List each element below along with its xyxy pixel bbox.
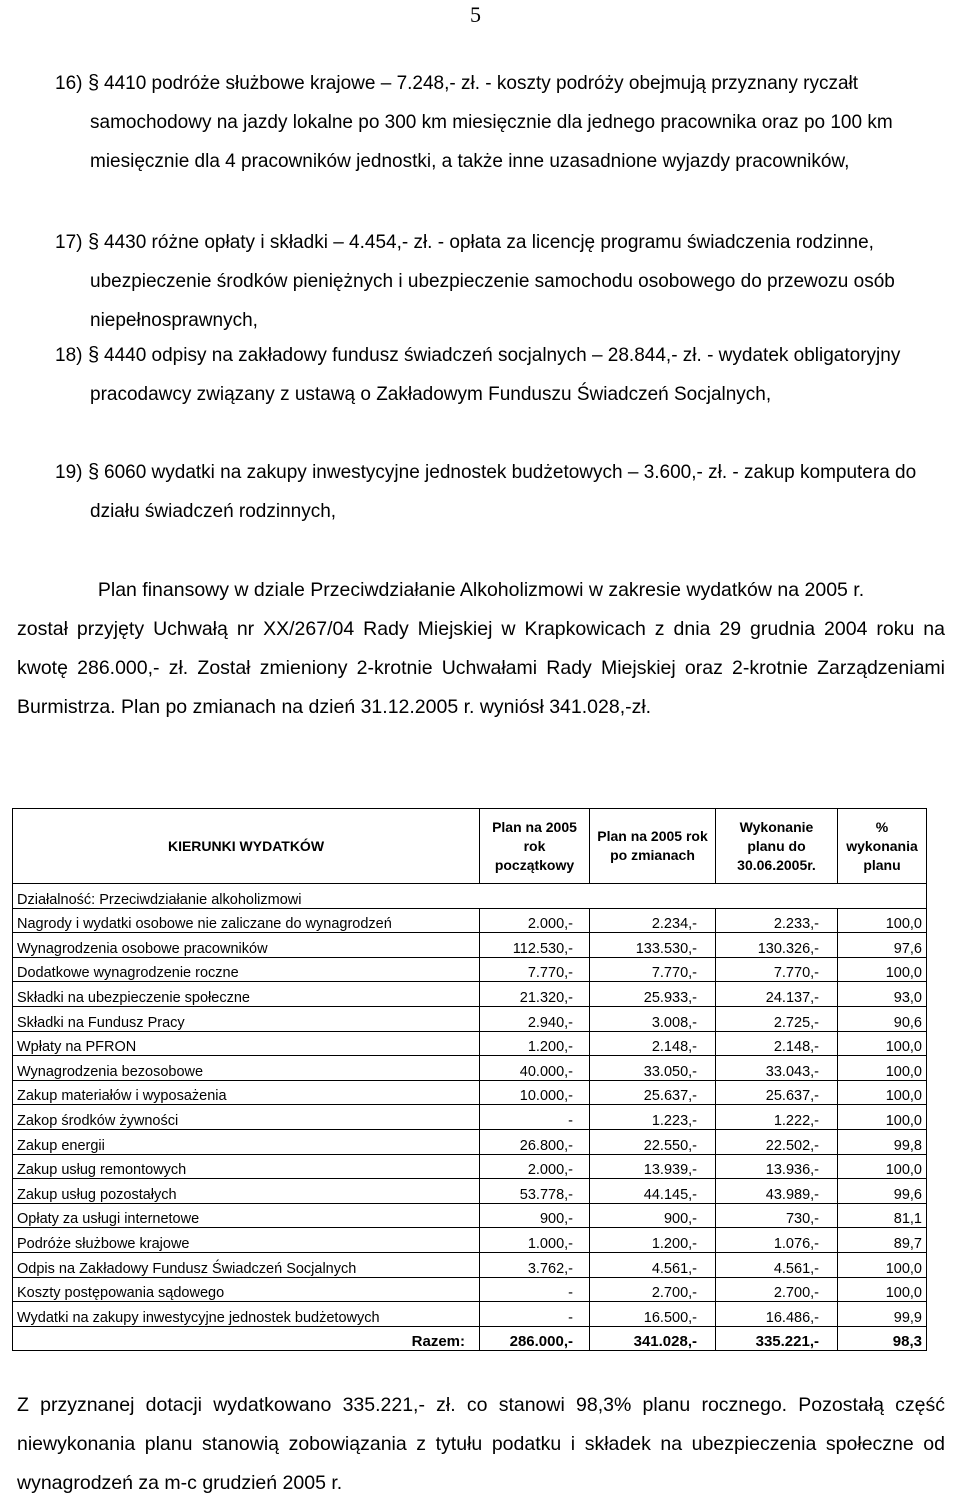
row-plan-changed: 2.234,- xyxy=(590,908,716,933)
item-text xyxy=(90,223,945,340)
row-percent: 100,0 xyxy=(838,1277,927,1302)
row-plan-changed: 16.500,- xyxy=(590,1302,716,1327)
item-text xyxy=(90,64,945,181)
row-plan-initial: 2.000,- xyxy=(480,1154,590,1179)
row-label: Nagrody i wydatki osobowe nie zaliczane do wynagrodzeń xyxy=(13,908,480,933)
row-plan-initial: 21.320,- xyxy=(480,982,590,1007)
table-row xyxy=(13,1154,927,1179)
row-plan-changed: 2.700,- xyxy=(590,1277,716,1302)
row-label: Zakup materiałów i wyposażenia xyxy=(13,1080,480,1105)
table-row xyxy=(13,982,927,1007)
table-row xyxy=(13,1105,927,1130)
item-text xyxy=(90,336,945,414)
table-row xyxy=(13,1056,927,1081)
expenses-table xyxy=(12,808,927,1351)
table-row xyxy=(13,1302,927,1327)
row-execution: 2.700,- xyxy=(716,1277,838,1302)
row-plan-changed: 7.770,- xyxy=(590,957,716,982)
row-percent: 90,6 xyxy=(838,1006,927,1031)
row-label: Odpis na Zakładowy Fundusz Świadczeń Socjalnych xyxy=(13,1252,480,1277)
row-label: Wydatki na zakupy inwestycyjne jednostek budżetowych xyxy=(13,1302,480,1327)
table-row xyxy=(13,1179,927,1204)
total-plan-changed: 341.028,- xyxy=(590,1326,716,1351)
item-lead: 4440 odpisy na zakładowy fundusz świadczeń socjalnych – 28.844,- zł. xyxy=(104,345,702,366)
table-row xyxy=(13,1031,927,1056)
row-execution: 43.989,- xyxy=(716,1179,838,1204)
row-percent: 99,9 xyxy=(838,1302,927,1327)
row-execution: 22.502,- xyxy=(716,1129,838,1154)
row-plan-initial: 53.778,- xyxy=(480,1179,590,1204)
row-percent: 100,0 xyxy=(838,1252,927,1277)
row-percent: 100,0 xyxy=(838,1031,927,1056)
row-percent: 100,0 xyxy=(838,957,927,982)
row-plan-initial: - xyxy=(480,1277,590,1302)
row-plan-changed: 22.550,- xyxy=(590,1129,716,1154)
item-description: - wydatek obligatoryjny pracodawcy związany z ustawą o Zakładowym Funduszu Świadczeń Socjalnych, xyxy=(90,345,901,405)
item-number: 19) xyxy=(55,462,83,483)
row-plan-changed: 133.530,- xyxy=(590,933,716,958)
item-lead: 4410 podróże służbowe krajowe – 7.248,- zł. xyxy=(104,73,481,94)
row-plan-initial: 2.000,- xyxy=(480,908,590,933)
header-plan-changed: Plan na 2005 rok po zmianach xyxy=(590,809,716,884)
expense-item-19 xyxy=(55,453,945,531)
total-row xyxy=(13,1326,927,1351)
row-plan-initial: 3.762,- xyxy=(480,1252,590,1277)
summary-paragraph: Z przyznanej dotacji wydatkowano 335.221,- zł. co stanowi 98,3% planu rocznego. Pozostałą część niewykonania planu stanowią zobowiązania z tytułu podatku i składek na ubezpieczenia społeczne od wynagrodzeń za m-c grudzień 2005 r. xyxy=(17,1394,945,1494)
row-plan-initial: 26.800,- xyxy=(480,1129,590,1154)
row-label: Składki na ubezpieczenie społeczne xyxy=(13,982,480,1007)
section-sign: § xyxy=(88,72,100,94)
item-number: 16) xyxy=(55,73,83,94)
plan-paragraph-body: został przyjęty Uchwałą nr XX/267/04 Rady Miejskiej w Krapkowicach z dnia 29 grudnia 2004 roku na kwotę 286.000,- zł. Został zmieniony 2-krotnie Uchwałami Rady Miejskiej oraz 2-krotnie Zarządzeniami Burmistrza. Plan po zmianach na dzień 31.12.2005 r. wyniósł 341.028,-zł. xyxy=(17,618,945,718)
total-plan-initial: 286.000,- xyxy=(480,1326,590,1351)
table-row xyxy=(13,1277,927,1302)
section-sign: § xyxy=(88,344,100,366)
row-plan-changed: 1.223,- xyxy=(590,1105,716,1130)
total-percent: 98,3 xyxy=(838,1326,927,1351)
section-label: Działalność: Przeciwdziałanie alkoholizmowi xyxy=(13,884,927,909)
row-plan-changed: 1.200,- xyxy=(590,1228,716,1253)
total-label: Razem: xyxy=(13,1326,480,1351)
table-header-row xyxy=(13,809,927,884)
row-execution: 730,- xyxy=(716,1203,838,1228)
row-plan-changed: 2.148,- xyxy=(590,1031,716,1056)
row-plan-initial: 7.770,- xyxy=(480,957,590,982)
row-plan-changed: 25.637,- xyxy=(590,1080,716,1105)
plan-paragraph-first-line: Plan finansowy w dziale Przeciwdziałanie Alkoholizmowi w zakresie wydatków na 2005 r. xyxy=(97,579,865,601)
table-row xyxy=(13,908,927,933)
row-execution: 25.637,- xyxy=(716,1080,838,1105)
row-label: Wynagrodzenia bezosobowe xyxy=(13,1056,480,1081)
row-plan-initial: 10.000,- xyxy=(480,1080,590,1105)
row-plan-initial: 40.000,- xyxy=(480,1056,590,1081)
row-execution: 4.561,- xyxy=(716,1252,838,1277)
row-plan-changed: 3.008,- xyxy=(590,1006,716,1031)
row-plan-initial: 1.000,- xyxy=(480,1228,590,1253)
row-percent: 100,0 xyxy=(838,908,927,933)
row-execution: 7.770,- xyxy=(716,957,838,982)
table-row xyxy=(13,1228,927,1253)
row-label: Koszty postępowania sądowego xyxy=(13,1277,480,1302)
row-label: Zakop środków żywności xyxy=(13,1105,480,1130)
row-percent: 97,6 xyxy=(838,933,927,958)
row-plan-changed: 25.933,- xyxy=(590,982,716,1007)
row-plan-changed: 44.145,- xyxy=(590,1179,716,1204)
row-label: Dodatkowe wynagrodzenie roczne xyxy=(13,957,480,982)
row-plan-initial: 112.530,- xyxy=(480,933,590,958)
plan-paragraph xyxy=(17,571,945,727)
row-label: Opłaty za usługi internetowe xyxy=(13,1203,480,1228)
row-plan-initial: - xyxy=(480,1105,590,1130)
header-category: KIERUNKI WYDATKÓW xyxy=(13,809,480,884)
row-execution: 2.148,- xyxy=(716,1031,838,1056)
item-number: 18) xyxy=(55,345,83,366)
total-execution: 335.221,- xyxy=(716,1326,838,1351)
header-execution: Wykonanie planu do 30.06.2005r. xyxy=(716,809,838,884)
row-execution: 2.233,- xyxy=(716,908,838,933)
row-plan-changed: 33.050,- xyxy=(590,1056,716,1081)
section-row xyxy=(13,884,927,909)
item-number: 17) xyxy=(55,232,83,253)
row-label: Składki na Fundusz Pracy xyxy=(13,1006,480,1031)
item-lead: 4430 różne opłaty i składki – 4.454,- zł. xyxy=(104,232,433,253)
table-row xyxy=(13,1080,927,1105)
row-label: Zakup usług pozostałych xyxy=(13,1179,480,1204)
row-execution: 2.725,- xyxy=(716,1006,838,1031)
row-percent: 100,0 xyxy=(838,1080,927,1105)
row-label: Podróże służbowe krajowe xyxy=(13,1228,480,1253)
table-row xyxy=(13,957,927,982)
row-percent: 100,0 xyxy=(838,1154,927,1179)
table-row xyxy=(13,1006,927,1031)
row-percent: 99,6 xyxy=(838,1179,927,1204)
header-plan-initial: Plan na 2005 rok początkowy xyxy=(480,809,590,884)
row-execution: 16.486,- xyxy=(716,1302,838,1327)
item-description: - zakup komputera do działu świadczeń rodzinnych, xyxy=(90,462,917,522)
row-plan-changed: 900,- xyxy=(590,1203,716,1228)
row-percent: 89,7 xyxy=(838,1228,927,1253)
row-plan-initial: 900,- xyxy=(480,1203,590,1228)
expense-item-18 xyxy=(55,336,945,414)
table-row xyxy=(13,933,927,958)
row-execution: 1.222,- xyxy=(716,1105,838,1130)
row-execution: 1.076,- xyxy=(716,1228,838,1253)
section-sign: § xyxy=(88,461,100,483)
row-percent: 99,8 xyxy=(838,1129,927,1154)
row-execution: 13.936,- xyxy=(716,1154,838,1179)
row-percent: 100,0 xyxy=(838,1056,927,1081)
row-label: Zakup energii xyxy=(13,1129,480,1154)
row-execution: 130.326,- xyxy=(716,933,838,958)
item-text xyxy=(90,453,945,531)
expense-item-16 xyxy=(55,64,945,181)
section-sign: § xyxy=(88,231,100,253)
expense-item-17 xyxy=(55,223,945,340)
row-plan-changed: 13.939,- xyxy=(590,1154,716,1179)
item-description: - koszty podróży obejmują przyznany ryczałt samochodowy na jazdy lokalne po 300 km miesięcznie dla jednego pracownika oraz po 100 km miesięcznie dla 4 pracowników jednostki, a także inne uzasadnione wyjazdy pracowników, xyxy=(90,73,893,172)
row-percent: 100,0 xyxy=(838,1105,927,1130)
page-number: 5 xyxy=(470,2,481,27)
row-percent: 81,1 xyxy=(838,1203,927,1228)
table-row xyxy=(13,1129,927,1154)
row-plan-initial: 2.940,- xyxy=(480,1006,590,1031)
row-plan-changed: 4.561,- xyxy=(590,1252,716,1277)
row-label: Wynagrodzenia osobowe pracowników xyxy=(13,933,480,958)
table-row xyxy=(13,1203,927,1228)
header-percent: % wykonania planu xyxy=(838,809,927,884)
row-label: Zakup usług remontowych xyxy=(13,1154,480,1179)
row-execution: 24.137,- xyxy=(716,982,838,1007)
row-plan-initial: - xyxy=(480,1302,590,1327)
row-percent: 93,0 xyxy=(838,982,927,1007)
row-plan-initial: 1.200,- xyxy=(480,1031,590,1056)
item-lead: 6060 wydatki na zakupy inwestycyjne jednostek budżetowych – 3.600,- zł. xyxy=(104,462,728,483)
row-execution: 33.043,- xyxy=(716,1056,838,1081)
row-label: Wpłaty na PFRON xyxy=(13,1031,480,1056)
item-description: - opłata za licencję programu świadczenia rodzinne, ubezpieczenie środków pieniężnych i ubezpieczenie samochodu osobowego do przewozu osób niepełnosprawnych, xyxy=(90,232,895,331)
table-row xyxy=(13,1252,927,1277)
